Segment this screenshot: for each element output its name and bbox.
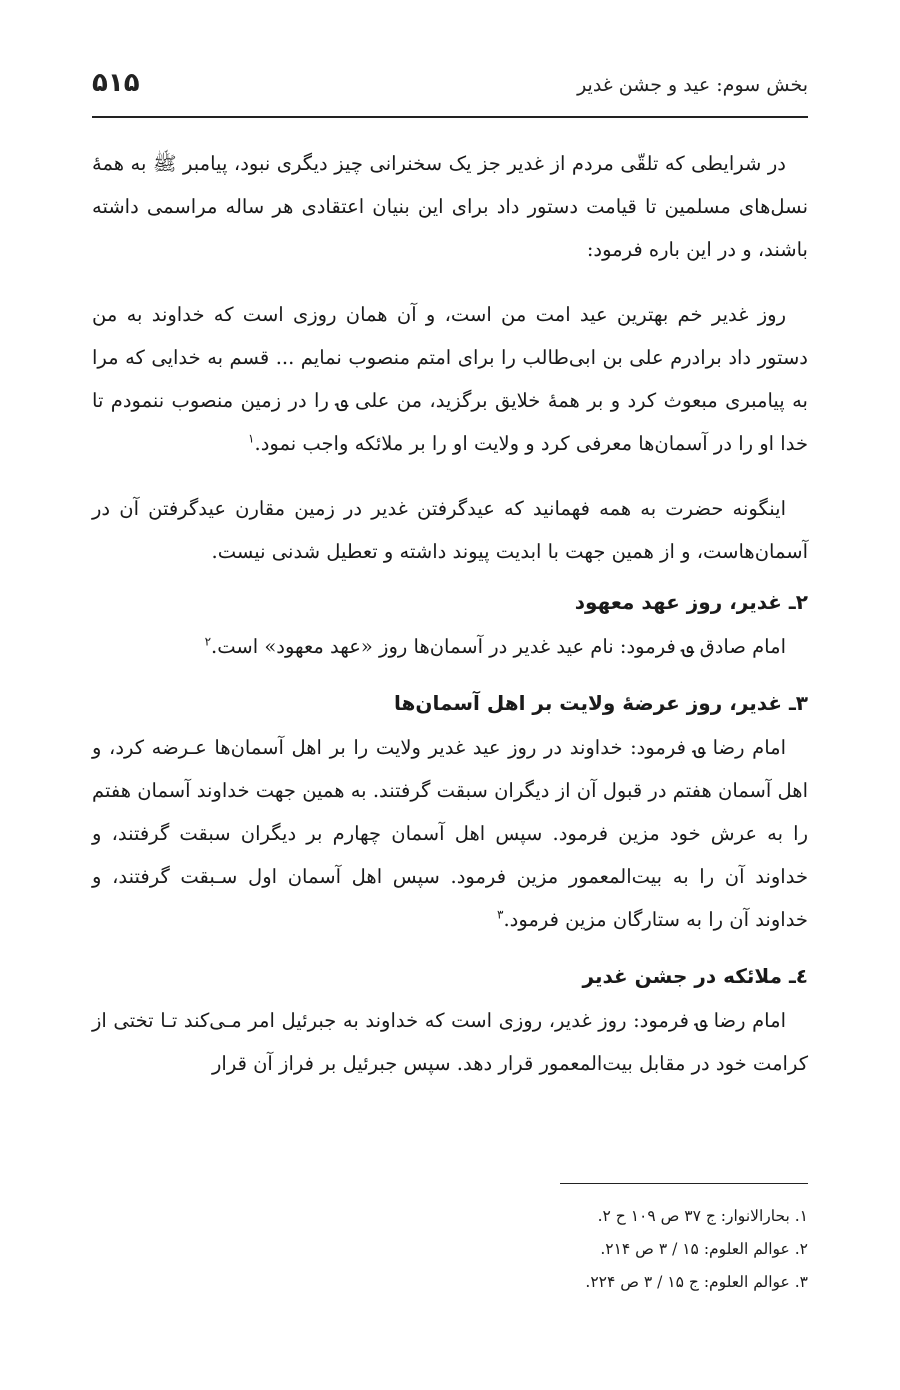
section-body-2 (92, 625, 808, 668)
section-body-3 (92, 726, 808, 941)
footnote-2: ۲. عوالم العلوم: ۱۵ / ۳ ص ۲۱۴. (600, 1240, 808, 1258)
conclusion-paragraph: اینگونه حضرت به همه فهمانید که عیدگرفتن غدیر در زمین مقارن عیدگرفتن آن در آسمان‌هاست، و از همین جهت با ابدیت پیوند داشته و تعطیل شدنی نیست. (92, 497, 808, 563)
main-text (92, 142, 808, 1085)
footnote-ref-1: ۱ (248, 431, 255, 446)
footnote-rule (560, 1183, 808, 1184)
footnote-1: ۱. بحارالانوار: ج ۳۷ ص ۱۰۹ ح ۲. (597, 1207, 808, 1225)
page-number: ۵۱۵ (92, 68, 140, 98)
intro-paragraph: در شرایطی که تلقّی مردم از غدیر جز یک سخنرانی چیز دیگری نبود، پیامبر ﷺ به همهٔ نسل‌های مسلمین تا قیامت دستور داد برای این بنیان اعتقادی هر ساله مراسمی داشته باشند، و در این باره فرمود: (92, 152, 808, 261)
book-page (92, 0, 808, 1390)
footnotes (92, 1200, 808, 1299)
running-header (92, 66, 808, 110)
footnote-ref-2: ۲ (204, 634, 212, 649)
chapter-title: بخش سوم: عید و جشن غدیر (577, 74, 808, 96)
section-heading-3: ۳ـ غدیر، روز عرضهٔ ولایت بر اهل آسمان‌ها (394, 691, 808, 715)
hadith-quote (92, 293, 808, 465)
section-heading-4: ٤ـ ملائکه در جشن غدیر (582, 964, 808, 988)
footnote-ref-3: ۳ (497, 907, 504, 922)
section-body-2-text: امام صادق ؈ فرمود: نام عید غدیر در آسمان‌ها روز «عهد معهود» است. (211, 635, 786, 658)
hadith-quote-text: روز غدیر خم بهترین عید امت من است، و آن همان روزی است که خداوند به من دستور داد برادرم علی بن ابی‌طالب را برای امتم منصوب نمایم ... قسم به خدایی که مرا به پیامبری مبعوث کرد و بر همهٔ خلایق برگزید، من علی ؈ را در زمین منصوب ننمودم تا خدا او را در آسمان‌ها معرفی کرد و ولایت او را بر ملائکه واجب نمود. (92, 303, 808, 455)
section-heading-2: ۲ـ غدیر، روز عهد معهود (574, 590, 808, 614)
section-body-3-text: امام رضا ؈ فرمود: خداوند در روز عید غدیر ولایت را بر اهل آسمان‌ها عـرضه کرد، و اهل آسمان هفتم در قبول آن از دیگران سبقت گرفتند. به همین جهت خداوند آسمان هفتم را به عرش خود مزین فرمود. سپس اهل آسمان چهارم بر دیگران سبقت گرفتند، و خداوند آن را به بیت‌المعمور مزین فرمود. سپس اهل آسمان اول سـبقت گرفتند، و خداوند آن را به ستارگان مزین فرمود. (92, 736, 808, 931)
header-rule (92, 116, 808, 118)
section-body-4: امام رضا ؈ فرمود: روز غدیر، روزی است که خداوند به جبرئیل امر مـی‌کند تـا تختی از کرامت خود در مقابل بیت‌المعمور قرار دهد. سپس جبرئیل بر فراز آن قرار (92, 1009, 808, 1075)
footnote-3: ۳. عوالم العلوم: ج ۱۵ / ۳ ص ۲۲۴. (585, 1273, 808, 1291)
